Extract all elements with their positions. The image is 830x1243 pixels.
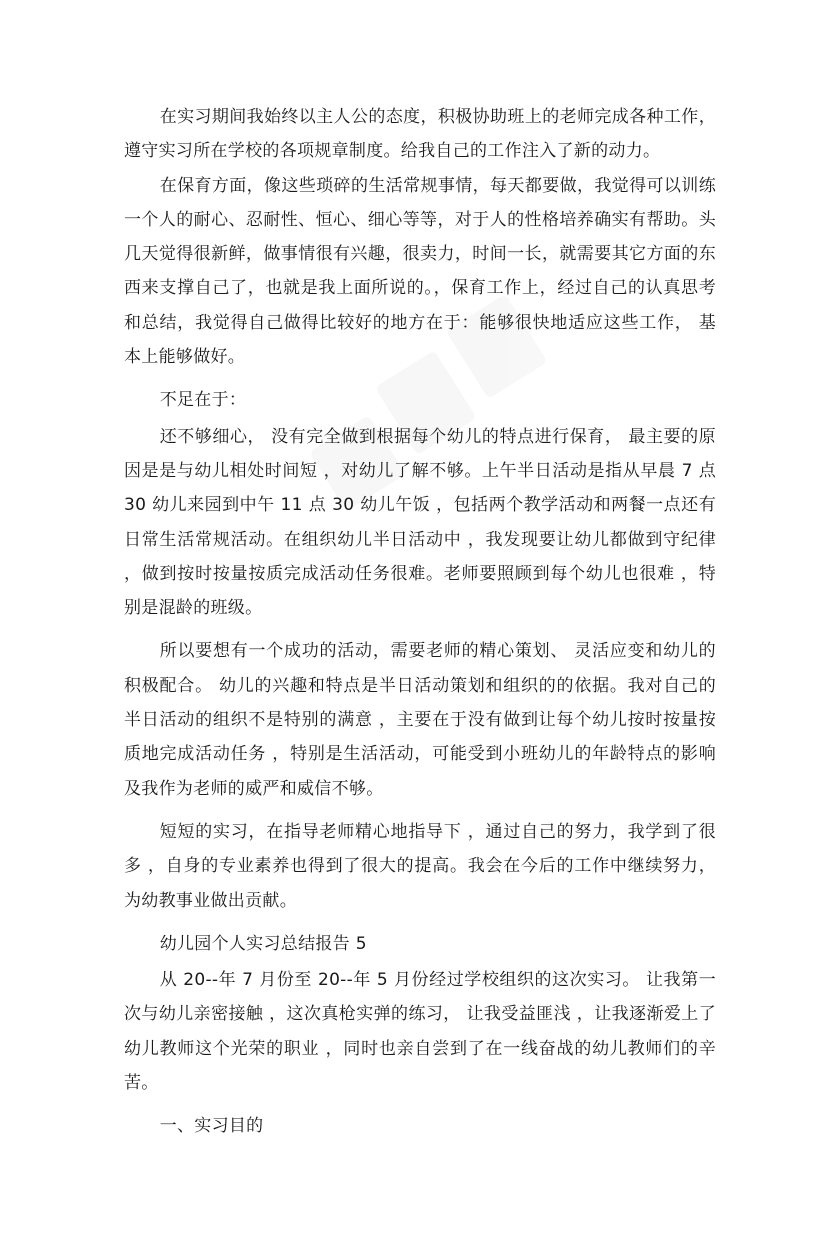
paragraph-activity-planning: 所以要想有一个成功的活动，需要老师的精心策划、 灵活应变和幼儿的积极配合。 幼儿的兴趣和特点是半日活动策划和组织的的依据。我对自己的半日活动的组织不是特别的满意 ，主要在于没有做到让每个幼儿按时按量按质地完成活动任务 ，特别是生活活动，可能受到小班幼儿的年龄特点的影响及我作为老师的威严和威信不够。 xyxy=(124,641,716,799)
report-title: 幼儿园个人实习总结报告 5 xyxy=(159,933,367,954)
section-heading-purpose: 一、实习目的 xyxy=(159,1116,264,1137)
paragraph-childcare: 在保育方面，像这些琐碎的生活常规事情，每天都要做，我觉得可以训练一个人的耐心、忍耐性、恒心、细心等等，对于人的性格培养确实有帮助。头几天觉得很新鲜，做事情很有兴趣，很卖力，时间一长，就需要其它方面的东西来支撑自己了，也就是我上面所说的。，保育工作上，经过自己的认真思考和总结，我觉得自己做得比较好的地方在于：能够很快地适应这些工作， 基本上能够做好。 xyxy=(124,175,716,368)
paragraph-conclusion: 短短的实习，在指导老师精心地指导下 ，通过自己的努力，我学到了很多 ，自身的专业素养也得到了很大的提高。我会在今后的工作中继续努力， 为幼教事业做出贡献。 xyxy=(124,821,716,911)
paragraph-intro: 在实习期间我始终以主人公的态度，积极协助班上的老师完成各种工作，遵守实习所在学校的各项规章制度。给我自己的工作注入了新的动力。 xyxy=(124,107,716,162)
paragraph-report-intro: 从 20--年 7 月份至 20--年 5 月份经过学校组织的这次实习。 让我第一次与幼儿亲密接触 ，这次真枪实弹的练习， 让我受益匪浅 ，让我逐渐爱上了幼儿教师这个光荣的职业 ，同时也亲自尝到了在一线奋战的幼儿教师们的辛苦。 xyxy=(124,970,716,1094)
paragraph-shortcomings-heading: 不足在于： xyxy=(159,390,247,411)
paragraph-shortcomings: 还不够细心， 没有完全做到根据每个幼儿的特点进行保育， 最主要的原因是是与幼儿相处时间短 ，对幼儿了解不够。上午半日活动是指从早晨 7 点 30 幼儿来园到中午 11 点 30 幼儿午饭 ，包括两个教学活动和两餐一点还有日常生活常规活动。在组织幼儿半日活动中 ，我发现要让幼儿都做到守纪律 ，做到按时按量按质完成活动任务很难。老师要照顾到每个幼儿也很难 ，特别是混龄的班级。 xyxy=(124,426,716,619)
document-body xyxy=(124,100,716,1146)
